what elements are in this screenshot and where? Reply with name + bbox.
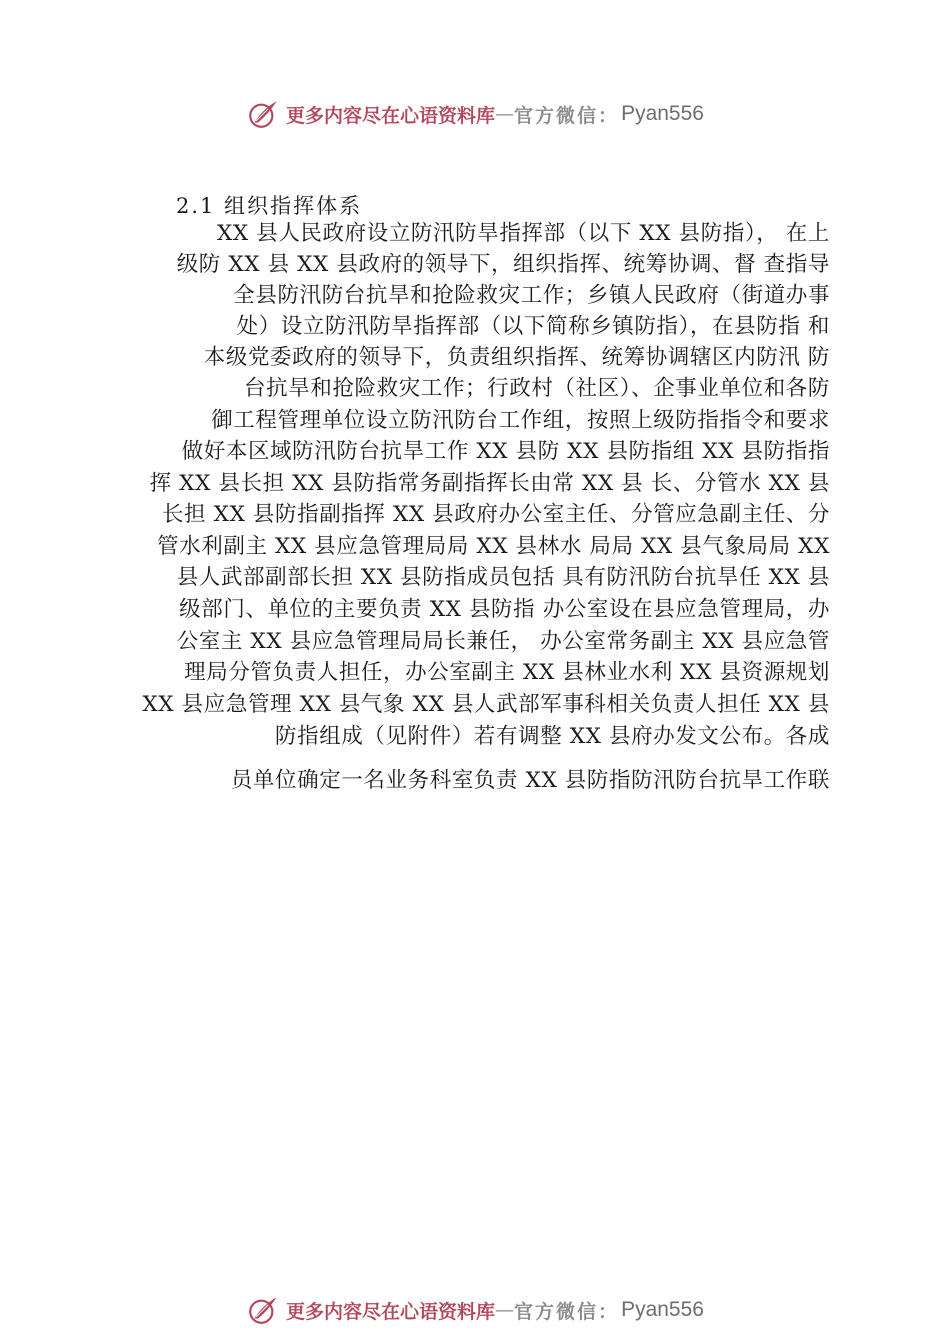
body-line: XX 县人民政府设立防汛防旱指挥部（以下 XX 县防指）， 在上 — [216, 221, 830, 246]
body-line: 挥 XX 县长担 XX 县防指常务副指挥长由常 XX 县 长、分管水 XX 县 — [149, 471, 830, 496]
body-line: 县人武部副部长担 XX 县防指成员包括 具有防汛防台抗旱任 XX 县 — [176, 565, 830, 590]
footer-banner — [0, 1288, 950, 1332]
header-banner — [0, 92, 950, 136]
body-line: 全县防汛防台抗旱和抢险救灾工作；乡镇人民政府（街道办事 — [233, 283, 830, 308]
quill-logo-icon — [246, 1293, 280, 1327]
body-line: 处）设立防汛防旱指挥部（以下简称乡镇防指），在县防指 和 — [236, 314, 830, 339]
banner-wechat-label: 官方微信： — [514, 104, 620, 127]
body-line: 理局分管负责人担任，办公室副主 XX 县林业水利 XX 县资源规划 — [184, 660, 830, 685]
body-line: XX 县应急管理 XX 县气象 XX 县人武部军事科相关负责人担任 XX 县 — [142, 692, 830, 717]
body-line: 长担 XX 县防指副指挥 XX 县政府办公室主任、分管应急副主任、分 — [162, 502, 830, 527]
body-line: 员单位确定一名业务科室负责 XX 县防指防汛防台抗旱工作联 — [230, 768, 830, 793]
section-heading: 2.1 组织指挥体系 — [176, 194, 363, 218]
body-line: 本级党委政府的领导下，负责组织指挥、统筹协调辖区内防汛 防 — [203, 345, 830, 370]
body-line: 御工程管理单位设立防汛防台工作组，按照上级防指指令和要求 — [211, 408, 830, 433]
body-line: 台抗旱和抢险救灾工作；行政村（社区）、企事业单位和各防 — [244, 376, 830, 401]
body-line: 防指组成（见附件）若有调整 XX 县府办发文公布。各成 — [275, 724, 830, 749]
body-line: 做好本区域防汛防台抗旱工作 XX 县防 XX 县防指组 XX 县防指指 — [181, 439, 830, 464]
banner-title: 更多内容尽在心语资料库 — [286, 104, 496, 127]
body-line: 级防 XX 县 XX 县政府的领导下，组织指挥、统筹协调、督 查指导 — [176, 252, 830, 277]
banner-wechat-id: Pyan556 — [621, 102, 704, 125]
body-line: 管水利副主 XX 县应急管理局局 XX 县林水 局局 XX 县气象局局 XX — [157, 534, 830, 559]
quill-logo-icon — [246, 97, 280, 131]
banner-wechat-label: 官方微信： — [514, 1300, 620, 1323]
banner-title: 更多内容尽在心语资料库 — [286, 1300, 496, 1323]
body-line: 公室主 XX 县应急管理局局长兼任， 办公室常务副主 XX 县应急管 — [176, 629, 830, 654]
banner-wechat-id: Pyan556 — [621, 1298, 704, 1321]
body-line: 级部门、单位的主要负责 XX 县防指 办公室设在县应急管理局，办 — [179, 597, 830, 622]
banner-separator: — — [495, 103, 515, 125]
banner-separator: — — [495, 1299, 515, 1321]
